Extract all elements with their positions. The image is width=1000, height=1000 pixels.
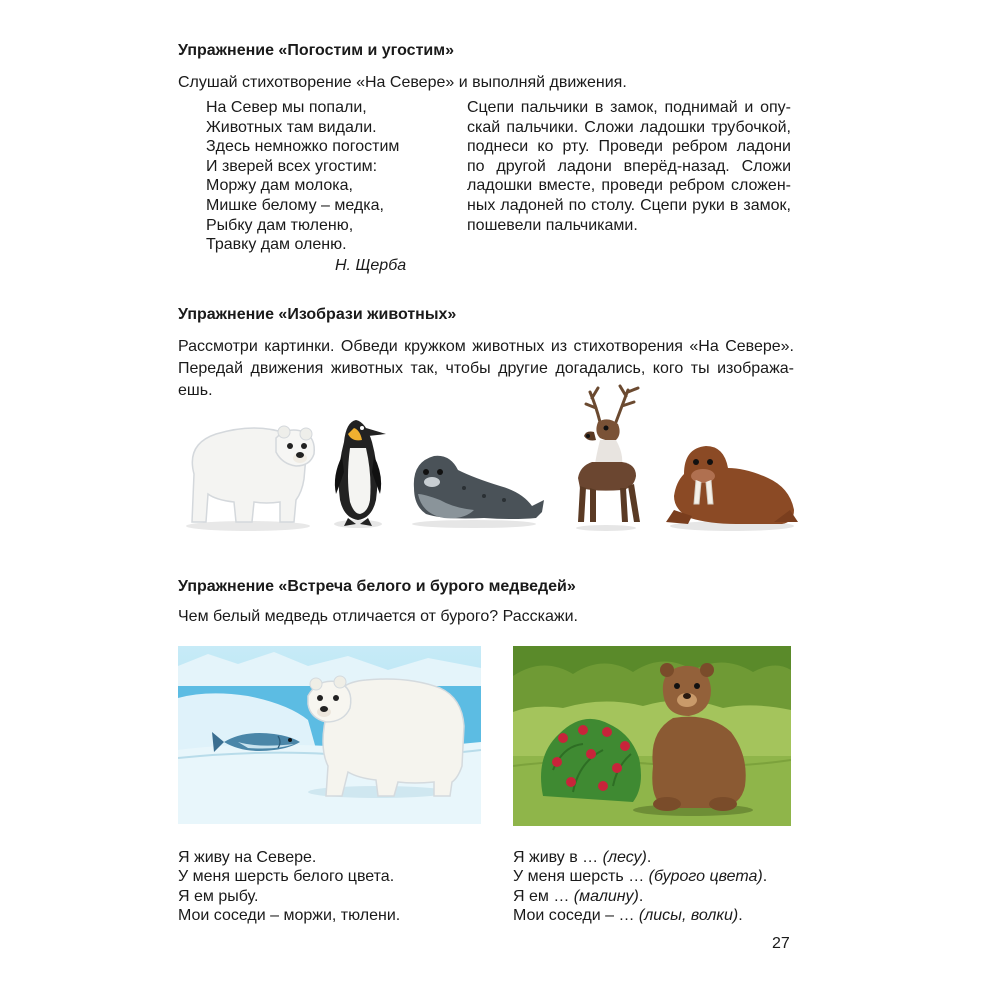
dialog-line: [513, 887, 767, 906]
section-heading-1: Упражнение «Погостим и угостим»: [178, 42, 454, 59]
dialog-hint: (бурого цвета): [648, 868, 763, 886]
dialog-hint: (малину): [573, 887, 639, 905]
brown-bear-scene: [513, 646, 791, 826]
poem: [206, 98, 399, 255]
dialog-text: Мои соседи – …: [513, 907, 639, 925]
section-instruction-1: Слушай стихотворение «На Севере» и выполняй движения.: [178, 74, 627, 91]
dialog-hint: (лесу): [602, 849, 647, 866]
page-number: 27: [772, 935, 790, 952]
text-line: ешь.: [178, 382, 213, 399]
dialog-line: Я ем рыбу.: [178, 887, 259, 905]
polar-bear-scene: [178, 646, 481, 824]
dialog-text: Я живу в …: [513, 849, 603, 866]
poem-line: Моржу дам молока,: [206, 177, 353, 195]
reindeer-icon: [566, 382, 646, 532]
polar-bear-icon: [176, 404, 324, 534]
dialog-line: [513, 867, 767, 886]
dialog-end: .: [762, 868, 768, 886]
dialog-hint: (лисы, волки): [638, 907, 739, 925]
penguin-icon: [326, 412, 390, 530]
seal-icon: [404, 448, 546, 530]
section-heading-3: Упражнение «Встреча белого и бурого медведей»: [178, 578, 576, 595]
poem-line: Мишке белому – медка,: [206, 196, 384, 214]
dialog-end: .: [738, 907, 743, 925]
poem-line: Здесь немножко погостим: [206, 138, 400, 156]
dialog-line: Я живу на Севере.: [178, 849, 317, 866]
poem-line: Животных там видали.: [206, 118, 377, 136]
text-line: Рассмотри картинки. Обведи кружком животных из стихотворения «На Севере».: [178, 338, 794, 355]
instruction-line: ладошки вместе, проведи ребром сложен-: [467, 177, 791, 195]
polar-bear-text: [178, 848, 400, 926]
dialog-text: Я ем …: [513, 887, 574, 905]
section-heading-2: Упражнение «Изобрази животных»: [178, 306, 457, 323]
section-text-2: [178, 336, 794, 402]
dialog-line: [513, 848, 767, 867]
dialog-text: У меня шерсть …: [513, 868, 649, 886]
instruction-line: Сцепи пальчики в замок, поднимай и опу-: [467, 99, 791, 116]
dialog-end: .: [646, 849, 652, 866]
brown-bear-text: [513, 848, 767, 926]
instruction-line: поднеси ко рту. Проведи ребром ладони: [467, 138, 791, 156]
polar-bear-icon: [308, 676, 464, 798]
poem-author: Н. Щерба: [335, 257, 407, 274]
dialog-line: Мои соседи – моржи, тюлени.: [178, 907, 401, 925]
instruction-line: по другой ладони вперёд-назад. Сложи: [467, 157, 791, 175]
dialog-line: [513, 906, 767, 925]
instruction-line: пошевели пальчиками.: [467, 216, 638, 234]
instruction-line: скай пальчики. Сложи ладошки трубочкой,: [467, 118, 791, 136]
movement-instructions: [467, 98, 791, 235]
text-line: Передай движения животных так, чтобы другие догадались, кого ты изобража-: [178, 360, 794, 377]
poem-line: Травку дам оленю.: [206, 236, 347, 254]
poem-line: Рыбку дам тюленю,: [206, 216, 354, 234]
poem-line: И зверей всех угостим:: [206, 157, 378, 175]
dialog-line: У меня шерсть белого цвета.: [178, 868, 395, 886]
poem-line: На Север мы попали,: [206, 99, 367, 116]
section-question-3: Чем белый медведь отличается от бурого? Расскажи.: [178, 608, 578, 625]
walrus-icon: [666, 438, 798, 532]
instruction-line: ных ладоней по столу. Сцепи руки в замок,: [467, 196, 791, 214]
dialog-end: .: [638, 887, 644, 905]
